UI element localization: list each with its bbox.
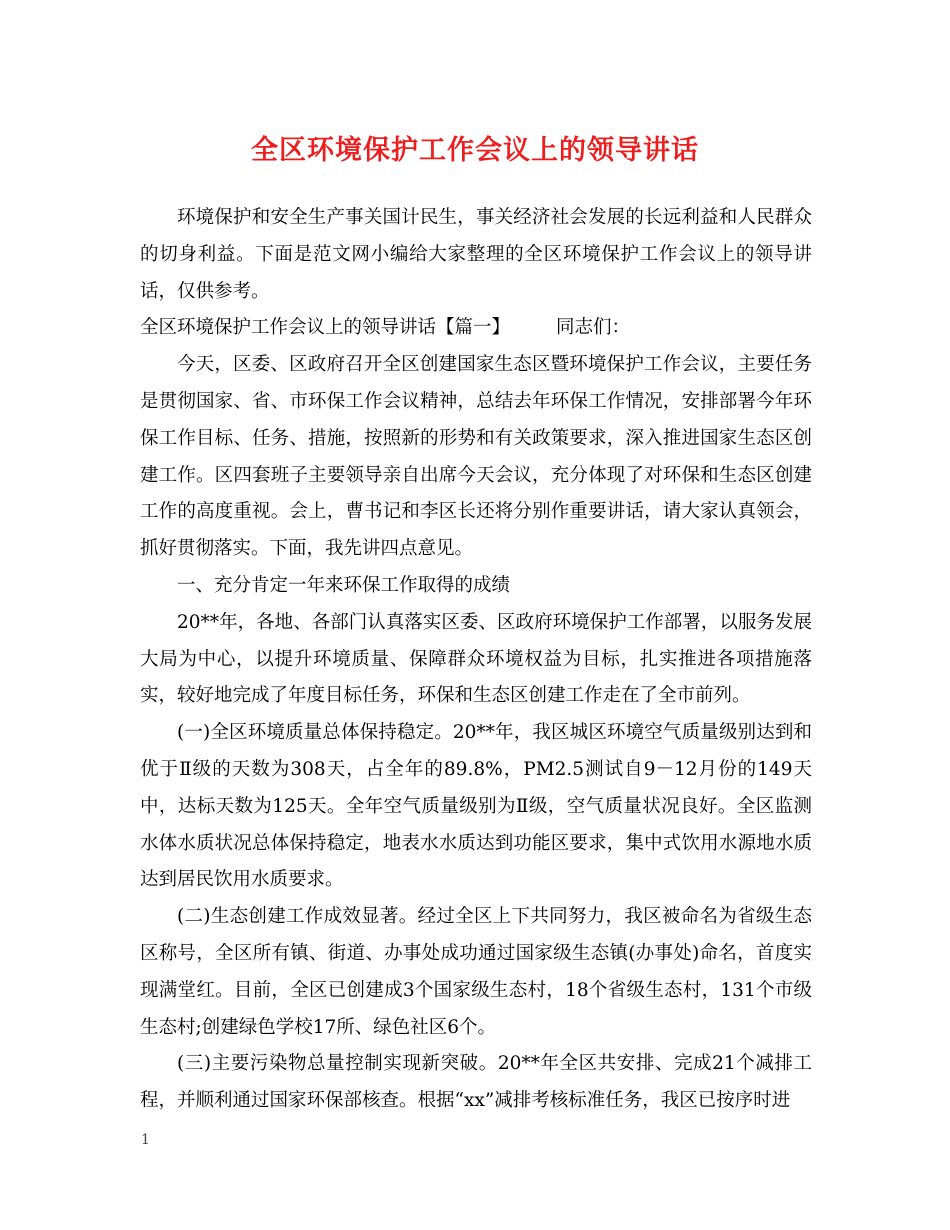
salutation: 同志们： [556,317,631,339]
body-paragraph: 今天，区委、区政府召开全区创建国家生态区暨环境保护工作会议，主要任务是贯彻国家、省、市环保工作会议精神，总结去年环保工作情况，安排部署今年环保工作目标、任务、措施，按照新的形势和有关政策要求，深入推进国家生态区创建工作。区四套班子主要领导亲自出席今天会议，充分体现了对环保和生态区创建工作的高度重视。会上，曹书记和李区长还将分别作重要讲话，请大家认真领会，抓好贯彻落实。下面，我先讲四点意见。 [140,354,812,560]
page-number: 1 [141,1132,150,1148]
intro-paragraph: 环境保护和安全生产事关国计民生，事关经济社会发展的长远利益和人民群众的切身利益。下面是范文网小编给大家整理的全区环境保护工作会议上的领导讲话，仅供参考。 [140,207,812,302]
section-heading-line [140,310,812,347]
body-paragraph: (二)生态创建工作成效显著。经过全区上下共同努力，我区被命名为省级生态区称号，全区所有镇、街道、办事处成功通过国家级生态镇(办事处)命名，首度实现满堂红。目前，全区已创建成3个国家级生态村，18个省级生态村，131个市级生态村;创建绿色学校17所、绿色社区6个。 [140,906,812,1038]
body-paragraph: (一)全区环境质量总体保持稳定。20**年，我区城区环境空气质量级别达到和优于Ⅱ级的天数为308天，占全年的89.8%，PM2.5测试自9－12月份的149天中，达标天数为125天。全年空气质量级别为Ⅱ级，空气质量状况良好。全区监测水体水质状况总体保持稳定，地表水水质达到功能区要求，集中式饮用水源地水质达到居民饮用水质要求。 [140,722,812,891]
subheading-paragraph: 一、充分肯定一年来环保工作取得的成绩 [177,574,511,596]
section-heading: 全区环境保护工作会议上的领导讲话【篇一】 [140,317,511,339]
body-paragraph: (三)主要污染物总量控制实现新突破。20**年全区共安排、完成21个减排工程，并顺利通过国家环保部核查。根据“xx”减排考核标准任务，我区已按序时进 [140,1053,812,1112]
document-body [140,200,812,1120]
document-title: 全区环境保护工作会议上的领导讲话 [251,135,699,166]
body-paragraph: 20**年，各地、各部门认真落实区委、区政府环境保护工作部署，以服务发展大局为中心，以提升环境质量、保障群众环境权益为目标，扎实推进各项措施落实，较好地完成了年度目标任务，环保和生态区创建工作走在了全市前列。 [140,611,812,707]
